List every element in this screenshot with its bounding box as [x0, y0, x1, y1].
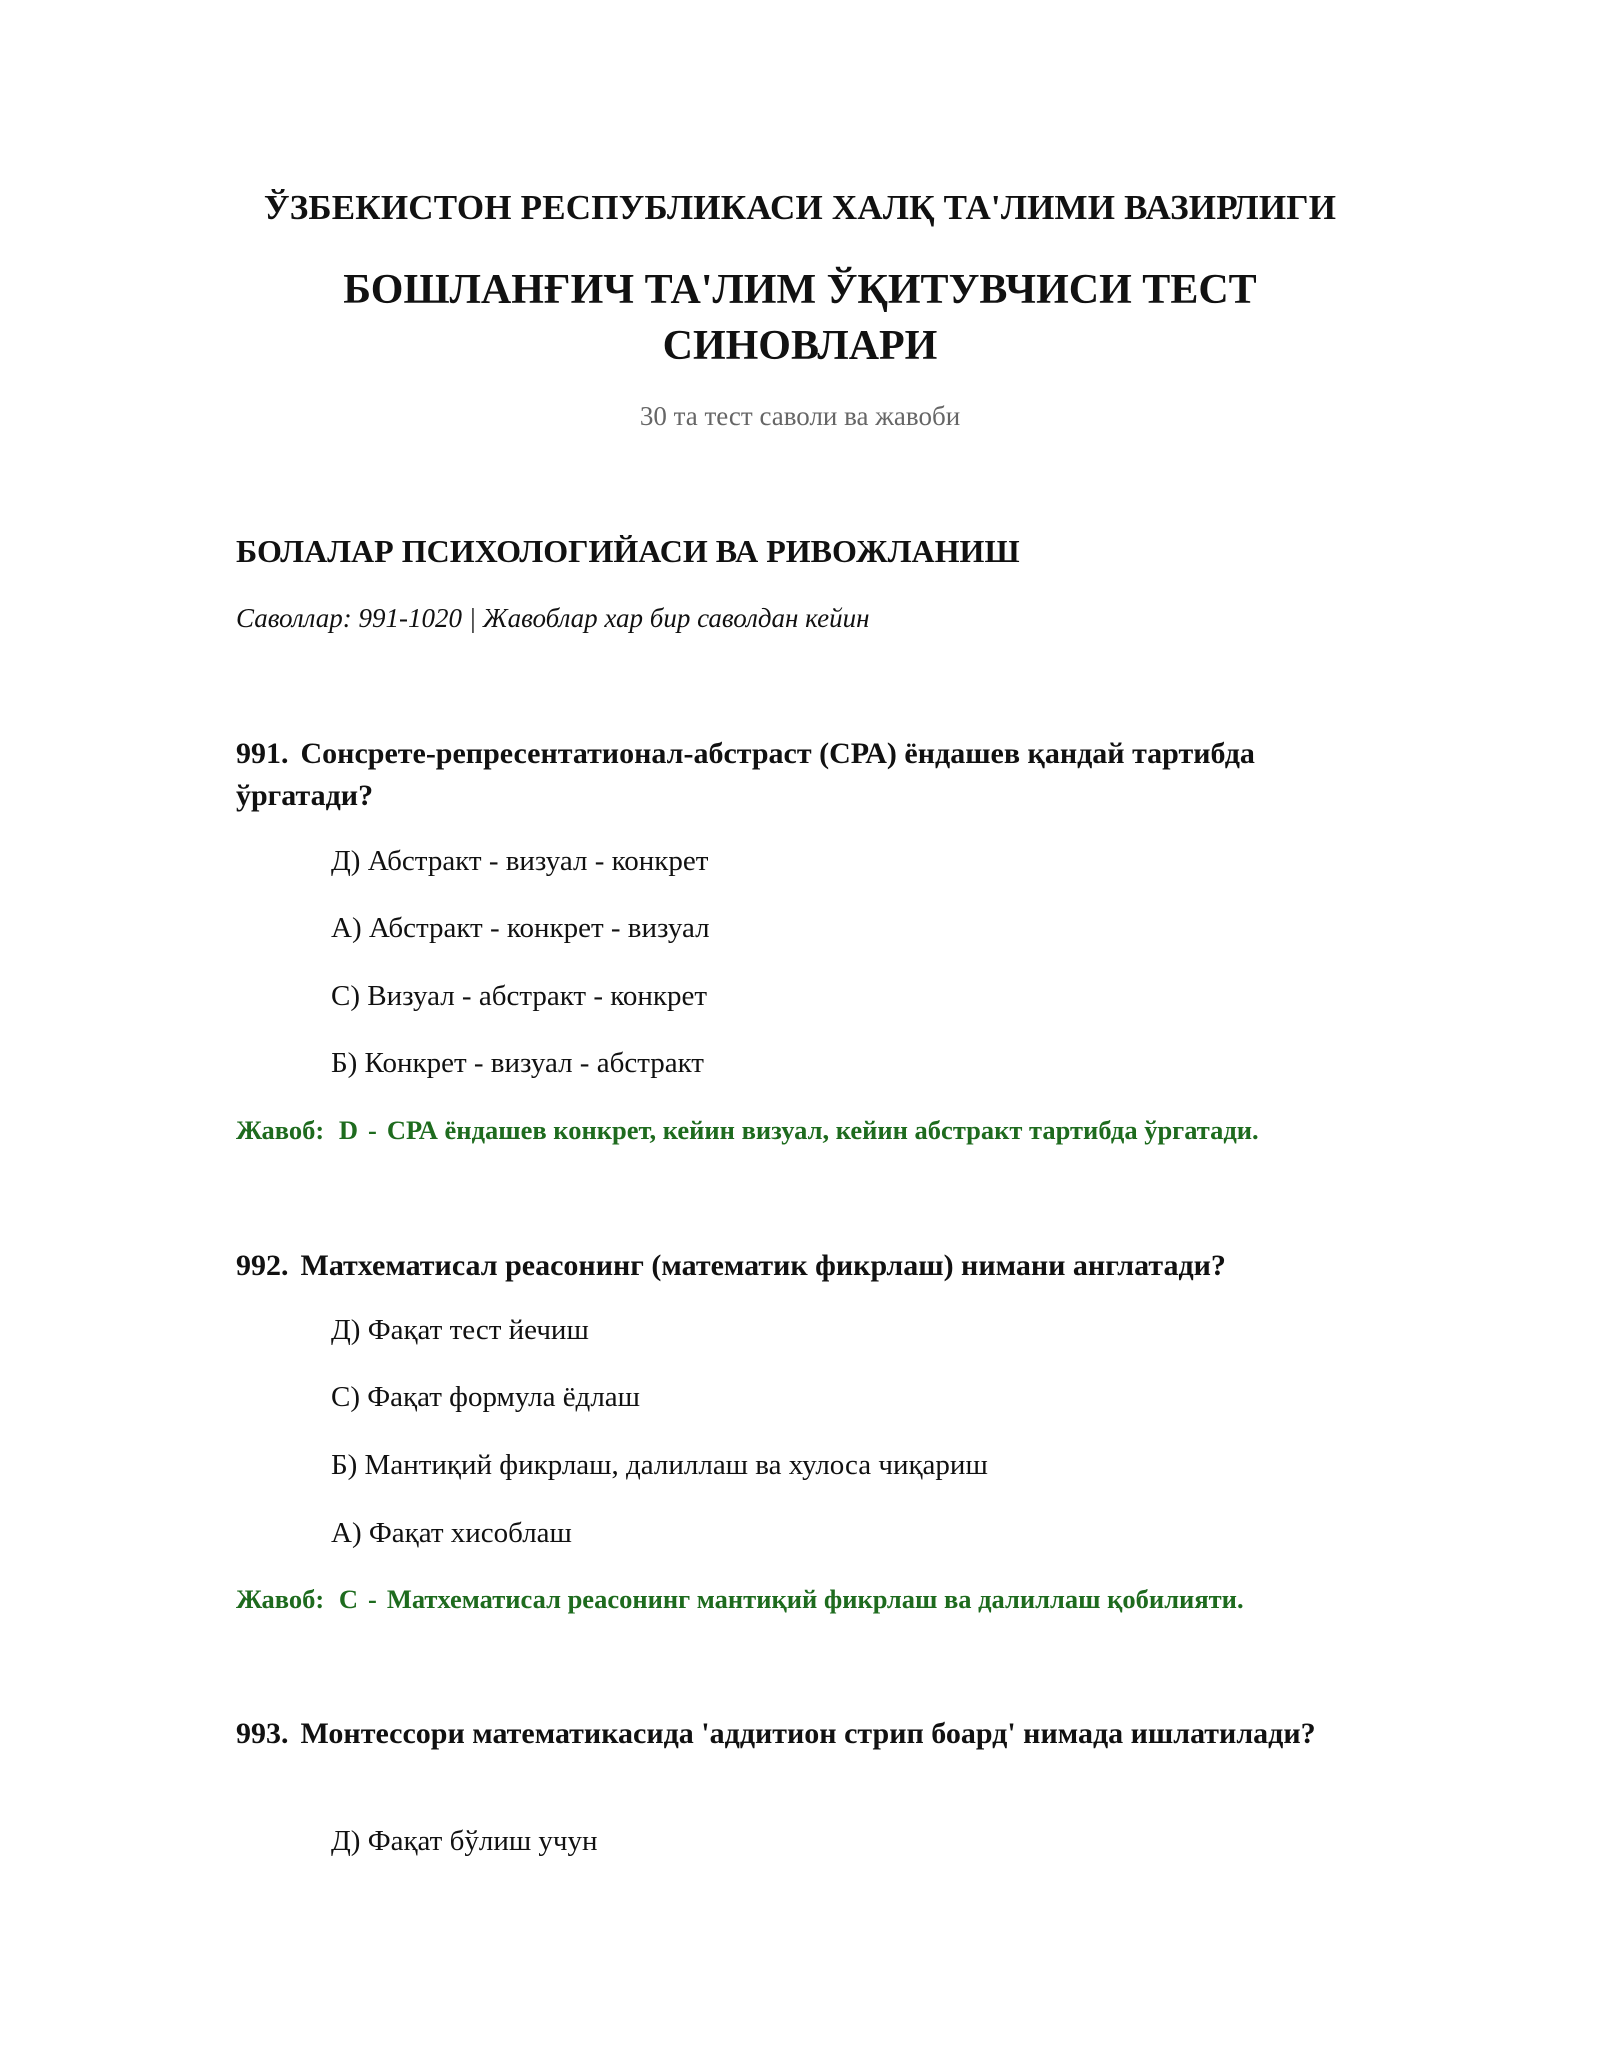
option: С) Визуал - абстракт - конкрет: [331, 980, 708, 1012]
section-title: БОЛАЛАР ПСИХОЛОГИЙАСИ ВА РИВОЖЛАНИШ: [236, 533, 1020, 569]
answer-label: Жавоб:: [236, 1584, 325, 1614]
option: Д) Фақат тест йечиш: [331, 1314, 589, 1346]
question-text: Монтессори математикасида 'аддитион стрип боард' нимада ишлатилади?: [300, 1717, 1316, 1750]
answer-separator: -: [368, 1115, 377, 1145]
option: Б) Мантиқий фикрлаш, далиллаш ва хулоса чиқариш: [331, 1449, 988, 1481]
question-993: [236, 1713, 1396, 1755]
question-number: 993.: [236, 1717, 289, 1750]
answer-text: Матхематисал реасонинг мантиқий фикрлаш ва далиллаш қобилияти.: [386, 1584, 1244, 1614]
option: А) Фақат хисоблаш: [331, 1517, 572, 1549]
option: А) Абстракт - конкрет - визуал: [331, 912, 710, 944]
document-subtitle: 30 та тест саволи ва жавоби: [639, 401, 961, 431]
answer-992: [236, 1581, 1244, 1617]
question-992: [236, 1245, 1396, 1287]
answer-label: Жавоб:: [236, 1115, 325, 1145]
answer-text: СРА ёндашев конкрет, кейин визуал, кейин абстракт тартибда ўргатади.: [386, 1115, 1259, 1145]
option: С) Фақат формула ёдлаш: [331, 1381, 640, 1413]
question-text: Сонсрете-репресентатионал-абстраст (СРА) ёндашев қандай тартибда ўргатади?: [236, 737, 1255, 812]
question-text: Матхематисал реасонинг (математик фикрлаш) нимани англатади?: [300, 1249, 1226, 1282]
option: Д) Абстракт - визуал - конкрет: [331, 845, 709, 877]
option: Б) Конкрет - визуал - абстракт: [331, 1047, 704, 1079]
question-991: [236, 733, 1396, 817]
ministry-heading: ЎЗБЕКИСТОН РЕСПУБЛИКАСИ ХАЛҚ ТА'ЛИМИ ВАЗИРЛИГИ: [263, 188, 1337, 227]
option: Д) Фақат бўлиш учун: [331, 1825, 598, 1857]
answer-key: D: [338, 1115, 359, 1145]
answer-991: [236, 1112, 1259, 1148]
question-number: 991.: [236, 737, 289, 770]
answer-separator: -: [368, 1584, 377, 1614]
answer-key: C: [338, 1584, 359, 1614]
section-note: Саволлар: 991-1020 | Жавоблар хар бир саволдан кейин: [236, 603, 870, 633]
question-number: 992.: [236, 1249, 289, 1282]
document-title: БОШЛАНҒИЧ ТА'ЛИМ ЎҚИТУВЧИСИ ТЕСТ СИНОВЛАРИ: [343, 267, 1257, 369]
